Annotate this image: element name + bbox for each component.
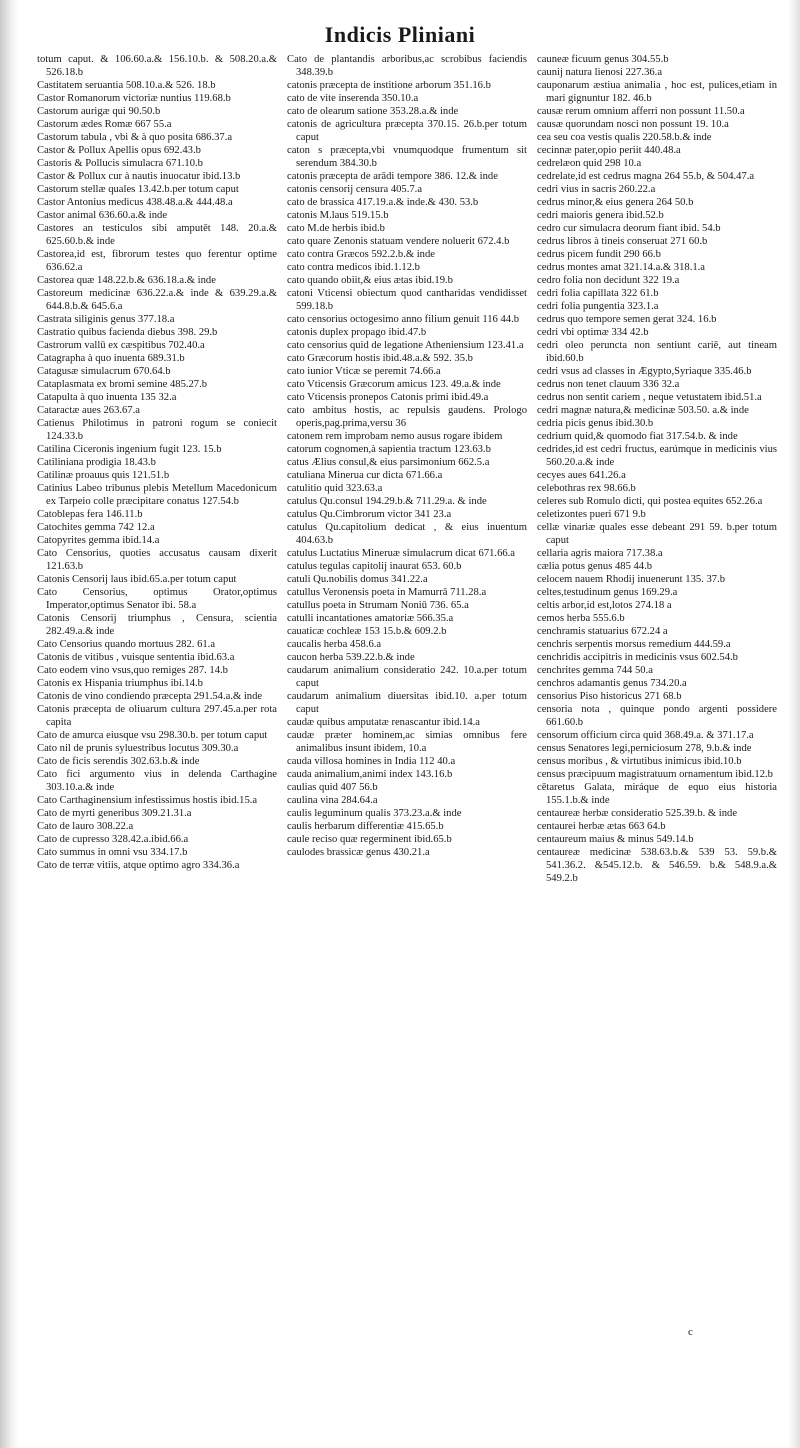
index-entry: Catonis Censorij triumphus , Censura, scientia 282.49.a.& inde	[37, 613, 277, 637]
index-entry: caulina vina 284.64.a	[287, 795, 378, 806]
index-entry: Castor Romanorum victoriæ nuntius 119.68.b	[37, 93, 231, 104]
index-entry: cato de brassica 417.19.a.& inde.& 430. 53.b	[287, 197, 479, 208]
index-entry: cedrus quo tempore semen gerat 324. 16.b	[537, 314, 717, 325]
index-entry: Cato nil de prunis syluestribus locutus 309.30.a	[37, 743, 239, 754]
index-entry: censoria nota , quinque pondo argenti possidere 661.60.b	[537, 704, 777, 728]
index-entry: cato contra Græcos 592.2.b.& inde	[287, 249, 435, 260]
index-entry: caudarum animalium consideratio 242. 10.a.per totum caput	[287, 665, 527, 689]
index-entry: catonis de agricultura præcepta 370.15. 26.b.per totum caput	[287, 119, 527, 143]
index-entry: catus Ælius consul,& eius parsimonium 662.5.a	[287, 457, 490, 468]
index-entry: Cato de plantandis arboribus,ac scrobibus faciendis 348.39.b	[287, 54, 527, 78]
index-entry: catullus Veronensis poeta in Mamurrā 711.28.a	[287, 587, 487, 598]
index-entry: Cato Censorius, quoties accusatus causam dixerit 121.63.b	[37, 548, 277, 572]
index-entry: celetizontes pueri 671 9.b	[537, 509, 646, 520]
index-entry: celtes,testudinum genus 169.29.a	[537, 587, 678, 598]
index-entry: Castor & Pollux cur à nautis inuocatur ibid.13.b	[37, 171, 241, 182]
index-entry: caulis leguminum qualis 373.23.a.& inde	[287, 808, 462, 819]
index-entry: caton s præcepta,vbi vnumquodque frumentum sit serendum 384.30.b	[287, 145, 527, 169]
index-entry: Catonis ex Hispania triumphus ibi.14.b	[37, 678, 203, 689]
index-entry: caucon herba 539.22.b.& inde	[287, 652, 415, 663]
index-entry: Catinius Labeo tribunus plebis Metellum Macedonicum ex Tarpeio colle præcipitare conatus 127.54.b	[37, 483, 277, 507]
index-entry: cato M.de herbis ibid.b	[287, 223, 385, 234]
index-entry: centaurei herbæ ætas 663 64.b	[537, 821, 666, 832]
index-entry: Catapulta à quo inuenta 135 32.a	[37, 392, 177, 403]
index-entry: Castor Antonius medicus 438.48.a.& 444.48.a	[37, 197, 233, 208]
index-entry: Catiliniana prodigia 18.43.b	[37, 457, 156, 468]
index-entry: caucalis herba 458.6.a	[287, 639, 382, 650]
index-entry: causæ quorundam nosci non possunt 19. 10.a	[537, 119, 729, 130]
index-entry: centaureæ medicinæ 538.63.b.& 539 53. 59.b.& 541.36.2. &545.12.b. & 546.59. b.& 548.9.a.& 549.2.b	[537, 847, 777, 884]
index-entry: caulias quid 407 56.b	[287, 782, 378, 793]
index-entry: census moribus , & virtutibus inimicus ibid.10.b	[537, 756, 742, 767]
index-entry: Catagusæ simulacrum 670.64.b	[37, 366, 171, 377]
index-entry: Catoblepas fera 146.11.b	[37, 509, 143, 520]
index-entry: cato censorius octogesimo anno filium genuit 116 44.b	[287, 314, 520, 325]
index-entry: cauponarum æstiua animalia , hoc est, pulices,etiam in mari gignuntur 182. 46.b	[537, 80, 777, 104]
index-entry: censorius Piso historicus 271 68.b	[537, 691, 682, 702]
index-entry: catulus tegulas capitolij inaurat 653. 60.b	[287, 561, 462, 572]
index-entry: cato Vticensis Græcorum amicus 123. 49.a.& inde	[287, 379, 501, 390]
index-entry: Castorum aurigæ qui 90.50.b	[37, 106, 161, 117]
index-entry: Castratio quibus facienda diebus 398. 29.b	[37, 327, 218, 338]
index-entry: catulitio quid 323.63.a	[287, 483, 383, 494]
index-entry: centaureum maius & minus 549.14.b	[537, 834, 694, 845]
index-entry: Cato Censorius, optimus Orator,optimus Imperator,optimus Senator ibi. 58.a	[37, 587, 277, 611]
index-entry: cedrelæon quid 298 10.a	[537, 158, 642, 169]
index-entry: catonem rem improbam nemo ausus rogare ibidem	[287, 431, 503, 442]
index-entry: celebothras rex 98.66.b	[537, 483, 636, 494]
index-entry: celeres sub Romulo dicti, qui postea equites 652.26.a	[537, 496, 763, 507]
index-entry: causæ rerum omnium afferri non possunt 11.50.a	[537, 106, 745, 117]
index-entry: cenchridis accipitris in medicinis vsus 602.54.b	[537, 652, 738, 663]
index-entry: Castorum ædes Romæ 667 55.a	[37, 119, 172, 130]
index-entry: Cataplasmata ex bromi semine 485.27.b	[37, 379, 208, 390]
index-entry: Castores an testiculos sibi amputēt 148. 20.a.& 625.60.b.& inde	[37, 223, 277, 247]
index-entry: caulodes brassicæ genus 430.21.a	[287, 847, 430, 858]
index-entry: cedrides,id est cedri fructus, earúmque in medicinis vius 560.20.a.& inde	[537, 444, 777, 468]
index-entry: catonis M.laus 519.15.b	[287, 210, 389, 221]
index-entry: celocem nauem Rhodij inuenerunt 135. 37.b	[537, 574, 725, 585]
index-entry: cauaticæ cochleæ 153 15.b.& 609.2.b	[287, 626, 447, 637]
index-entry: caudæ quibus amputatæ renascantur ibid.14.a	[287, 717, 480, 728]
index-entry: cenchramis statuarius 672.24 a	[537, 626, 668, 637]
index-entry: Castorum stellæ quales 13.42.b.per totum caput	[37, 184, 239, 195]
index-entry: caule reciso quæ regerminent ibid.65.b	[287, 834, 452, 845]
index-entry: cenchrites gemma 744 50.a	[537, 665, 653, 676]
index-entry: cētaretus Galata, miráque de equo eius historia 155.1.b.& inde	[537, 782, 777, 806]
index-entry: Catonis Censorij laus ibid.65.a.per totum caput	[37, 574, 237, 585]
index-entry: cenchris serpentis morsus remedium 444.59.a	[537, 639, 731, 650]
index-entry: cato contra medicos ibid.1.12.b	[287, 262, 420, 273]
index-entry: Catonis præcepta de oliuarum cultura 297.45.a.per rota capita	[37, 704, 277, 728]
index-entry: caudæ præter hominem,ac simias omnibus fere animalibus insunt ibidem, 10.a	[287, 730, 527, 754]
index-entry: catulus Luctatius Mineruæ simulacrum dicat 671.66.a	[287, 548, 516, 559]
index-entry: census Senatores legi,perniciosum 278, 9.b.& inde	[537, 743, 752, 754]
index-entry: cecinnæ pater,opio periit 440.48.a	[537, 145, 681, 156]
index-entry: cato quare Zenonis statuam vendere noluerit 672.4.b	[287, 236, 510, 247]
index-entry: cedri vbi optimæ 334 42.b	[537, 327, 649, 338]
index-entry: Catilina Ciceronis ingenium fugit 123. 15.b	[37, 444, 222, 455]
index-entry: Cato summus in omni vsu 334.17.b	[37, 847, 188, 858]
index-entry: cato censorius quid de legatione Atheniensium 123.41.a	[287, 340, 524, 351]
index-entry: centaureæ herbæ consideratio 525.39.b. & inde	[537, 808, 738, 819]
index-entry: cedria picis genus ibid.30.b	[537, 418, 654, 429]
index-entry: Castorea,id est, fibrorum testes quo ferentur optime 636.62.a	[37, 249, 277, 273]
index-entry: cato quando obiit,& eius ætas ibid.19.b	[287, 275, 453, 286]
index-entry: catulus Qu.Cimbrorum victor 341 23.a	[287, 509, 452, 520]
index-entry: census præcipuum magistratuum ornamentum ibid.12.b	[537, 769, 773, 780]
index-entry: cecyes aues 641.26.a	[537, 470, 626, 481]
index-entry: cedrus non sentit cariem , neque vetustatem ibid.51.a	[537, 392, 762, 403]
index-entry: Cato de myrti generibus 309.21.31.a	[37, 808, 192, 819]
index-entry: cauneæ ficuum genus 304.55.b	[537, 54, 669, 65]
index-entry: Castorea quæ 148.22.b.& 636.18.a.& inde	[37, 275, 216, 286]
index-entry: Catonis de vino condiendo præcepta 291.54.a.& inde	[37, 691, 263, 702]
index-entry: cauda villosa homines in India 112 40.a	[287, 756, 456, 767]
index-entry: caudarum animalium diuersitas ibid.10. a.per totum caput	[287, 691, 527, 715]
index-entry: Cato Censorius quando mortuus 282. 61.a	[37, 639, 216, 650]
index-entry: Cato de cupresso 328.42.a.ibid.66.a	[37, 834, 189, 845]
index-entry: Castor & Pollux Apellis opus 692.43.b	[37, 145, 201, 156]
index-entry: Catienus Philotimus in patroni rogum se coniecit 124.33.b	[37, 418, 277, 442]
index-entry: Cato fici argumento vius in delenda Carthagine 303.10.a.& inde	[37, 769, 277, 793]
page-edge-shadow-right	[788, 0, 800, 1448]
index-entry: cauda animalium,animi index 143.16.b	[287, 769, 453, 780]
index-entry: catulus Qu.consul 194.29.b.& 711.29.a. & inde	[287, 496, 487, 507]
index-entry: catonis præcepta de institione arborum 351.16.b	[287, 80, 491, 91]
index-entry: cato Vticensis pronepos Catonis primi ibid.49.a	[287, 392, 489, 403]
index-entry: cato de olearum satione 353.28.a.& inde	[287, 106, 459, 117]
index-entry: cedrelate,id est cedrus magna 264 55.b, & 504.47.a	[537, 171, 755, 182]
index-entry: cedrus non tenet clauum 336 32.a	[537, 379, 680, 390]
signature-mark: c	[688, 1326, 693, 1338]
index-entry: Castorum tabula , vbi & à quo posita 686.37.a	[37, 132, 233, 143]
index-entry: Catilinæ proauus quis 121.51.b	[37, 470, 170, 481]
index-entry: Cato de ficis serendis 302.63.b.& inde	[37, 756, 200, 767]
index-entry: catulli incantationes amatoriæ 566.35.a	[287, 613, 454, 624]
index-entry: cedrus libros à tineis conseruat 271 60.b	[537, 236, 708, 247]
index-entry: cedri maioris genera ibid.52.b	[537, 210, 664, 221]
index-entry: catonis duplex propago ibid.47.b	[287, 327, 427, 338]
index-entry: cedri folia pungentia 323.1.a	[537, 301, 659, 312]
index-entry: cedrium quid,& quomodo fiat 317.54.b. & inde	[537, 431, 738, 442]
page-edge-shadow	[0, 0, 18, 1448]
index-entry: Cataractæ aues 263.67.a	[37, 405, 140, 416]
index-entry: Cato de lauro 308.22.a	[37, 821, 134, 832]
index-entry: catonis præcepta de arādi tempore 386. 12.& inde	[287, 171, 498, 182]
index-entry: Cato Carthaginensium infestissimus hostis ibid.15.a	[37, 795, 258, 806]
index-entry: cellæ vinariæ quales esse debeant 291 59. b.per totum caput	[537, 522, 777, 546]
index-entry: Catagrapha à quo inuenta 689.31.b	[37, 353, 185, 364]
index-entry: cedri folia capillata 322 61.b	[537, 288, 659, 299]
index-column-3	[533, 53, 783, 1343]
index-entry: cedrus minor,& eius genera 264 50.b	[537, 197, 694, 208]
index-entry: celtis arbor,id est,lotos 274.18 a	[537, 600, 672, 611]
index-entry: Catochites gemma 742 12.a	[37, 522, 155, 533]
index-entry: cedri vsus ad classes in Ægypto,Syriaque 335.46.b	[537, 366, 752, 377]
index-entry: Catopyrites gemma ibid.14.a	[37, 535, 160, 546]
index-entry: Catonis de vitibus , vuisque sententia ibid.63.a	[37, 652, 235, 663]
index-entry: catorum cognomen,à sapientia tractum 123.63.b	[287, 444, 491, 455]
index-entry: cedri vius in sacris 260.22.a	[537, 184, 656, 195]
index-entry: cælia potus genus 485 44.b	[537, 561, 653, 572]
index-entry: cedrus montes amat 321.14.a.& 318.1.a	[537, 262, 705, 273]
index-entry: caunij natura lienosi 227.36.a	[537, 67, 663, 78]
index-entry: catullus poeta in Strumam Noniū 736. 65.a	[287, 600, 469, 611]
index-column-1	[33, 53, 283, 1343]
index-entry: cea seu coa vestis qualis 220.58.b.& inde	[537, 132, 712, 143]
index-entry: catonis censorij censura 405.7.a	[287, 184, 423, 195]
index-entry: cemos herba 555.6.b	[537, 613, 625, 624]
index-entry: cato Græcorum hostis ibid.48.a.& 592. 35.b	[287, 353, 473, 364]
index-entry: Castor animal 636.60.a.& inde	[37, 210, 168, 221]
index-entry: totum caput. & 106.60.a.& 156.10.b. & 508.20.a.& 526.18.b	[37, 54, 277, 78]
index-entry: Castitatem seruantia 508.10.a.& 526. 18.b	[37, 80, 216, 91]
index-entry: cedro cur simulacra deorum fiant ibid. 54.b	[537, 223, 721, 234]
index-entry: Cato de terræ vitiis, atque optimo agro 334.36.a	[37, 860, 240, 871]
index-entry: catoni Vticensi obiectum quod cantharidas vendidisset 599.18.b	[287, 288, 527, 312]
page-header: Indicis Pliniani	[324, 22, 476, 47]
index-entry: Castrorum vallū ex cæspitibus 702.40.a	[37, 340, 205, 351]
index-entry: Castoreum medicinæ 636.22.a.& inde & 639.29.a.& 644.8.b.& 645.6.a	[37, 288, 277, 312]
index-entry: Cato de amurca eiusque vsu 298.30.b. per totum caput	[37, 730, 268, 741]
index-entry: cedri oleo peruncta non sentiunt cariē, aut tineam ibid.60.b	[537, 340, 777, 364]
index-column-2	[283, 53, 533, 1343]
index-columns	[33, 53, 783, 1343]
index-entry: catuliana Minerua cur dicta 671.66.a	[287, 470, 443, 481]
index-entry: Castrata siliginis genus 377.18.a	[37, 314, 175, 325]
index-entry: cedrus picem fundit 290 66.b	[537, 249, 661, 260]
index-entry: cato de vite inserenda 350.10.a	[287, 93, 419, 104]
index-entry: cenchros adamantis genus 734.20.a	[537, 678, 687, 689]
index-entry: caulis herbarum differentiæ 415.65.b	[287, 821, 444, 832]
index-entry: catulus Qu.capitolium dedicat , & eius inuentum 404.63.b	[287, 522, 527, 546]
index-entry: Cato eodem vino vsus,quo remiges 287. 14.b	[37, 665, 228, 676]
index-entry: censorum officium circa quid 368.49.a. & 371.17.a	[537, 730, 754, 741]
index-entry: Castoris & Pollucis simulacra 671.10.b	[37, 158, 203, 169]
index-entry: cellaria agris maiora 717.38.a	[537, 548, 663, 559]
index-entry: cato iunior Vticæ se peremit 74.66.a	[287, 366, 441, 377]
index-entry: cedri magnæ natura,& medicinæ 503.50. a.& inde	[537, 405, 749, 416]
index-entry: cato ambitus hostis, ac repulsis gaudens. Prologo operis,pag.prima,versu 36	[287, 405, 527, 429]
index-entry: catuli Qu.nobilis domus 341.22.a	[287, 574, 428, 585]
index-entry: cedro folia non decidunt 322 19.a	[537, 275, 680, 286]
